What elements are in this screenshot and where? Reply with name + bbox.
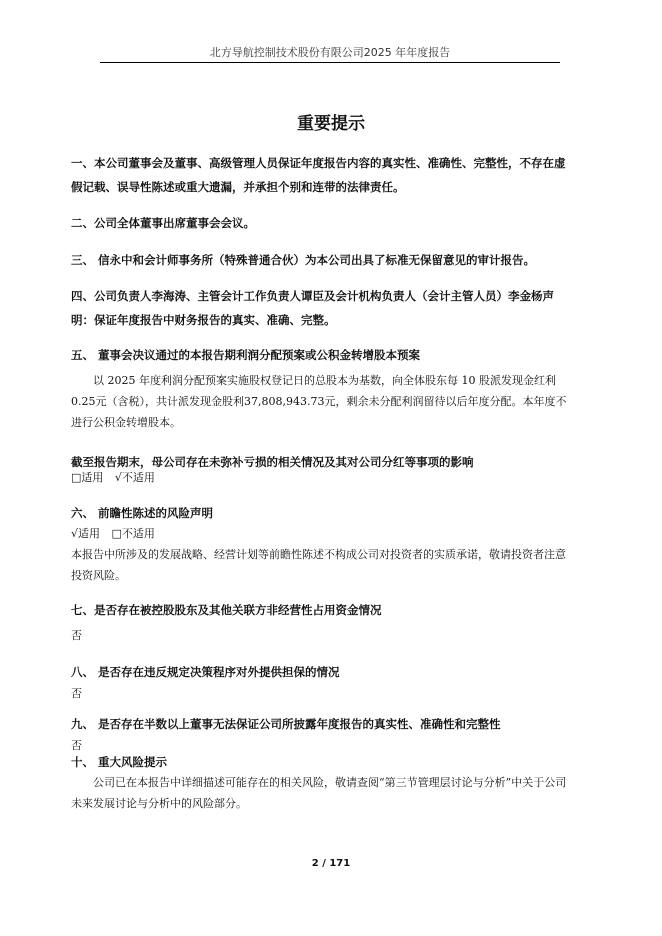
section-6-options xyxy=(71,523,571,544)
section-5-title: 五、 董事会决议通过的本报告期利润分配预案或公积金转增股本预案 xyxy=(71,348,420,362)
section-6-body: 本报告中所涉及的发展战略、经营计划等前瞻性陈述不构成公司对投资者的实质承诺，敬请投资者注意投资风险。 xyxy=(71,548,566,582)
section-7-title: 七、是否存在被控股股东及其他关联方非经营性占用资金情况 xyxy=(71,603,382,617)
section-6-option-applicable: √适用 xyxy=(71,527,101,540)
section-5-body: 以 2025 年度利润分配预案实施股权登记日的总股本为基数，向全体股东每 10 股派发现金红利 0.25元（含税），共计派发现金股利37,808,943.73元，剩余未分配利润留待以后年度分配。本年度不进行公积金转增股本。 xyxy=(71,374,567,429)
page-title: 重要提示 xyxy=(297,114,365,134)
section-10-body: 公司已在本报告中详细描述可能存在的相关风险，敬请查阅“第三节管理层讨论与分析”中关于公司未来发展讨论与分析中的风险部分。 xyxy=(71,776,567,810)
loss-option-applicable: □适用 xyxy=(71,471,104,484)
section-8-answer: 否 xyxy=(71,687,82,700)
loss-options xyxy=(71,467,571,488)
section-6-title: 六、 前瞻性陈述的风险声明 xyxy=(71,506,214,520)
section-10-title: 十、 重大风险提示 xyxy=(71,755,168,769)
running-header: 北方导航控制技术股份有限公司2025 年年度报告 xyxy=(209,46,451,59)
header-rule xyxy=(100,62,560,63)
section-9-title: 九、 是否存在半数以上董事无法保证公司所披露年度报告的真实性、准确性和完整性 xyxy=(71,717,501,731)
section-2: 二、公司全体董事出席董事会会议。 xyxy=(71,216,255,230)
loss-option-not-applicable: √不适用 xyxy=(114,471,155,484)
section-9-answer: 否 xyxy=(71,739,82,752)
section-1: 一、本公司董事会及董事、高级管理人员保证年度报告内容的真实性、准确性、完整性，不存在虚假记载、误导性陈述或重大遗漏，并承担个别和连带的法律责任。 xyxy=(71,156,566,194)
section-8-title: 八、 是否存在违反规定决策程序对外提供担保的情况 xyxy=(71,665,340,679)
section-4: 四、公司负责人李海涛、主管会计工作负责人谭臣及会计机构负责人（会计主管人员）李金杨声明：保证年度报告中财务报告的真实、准确、完整。 xyxy=(71,289,554,327)
section-7-answer: 否 xyxy=(71,629,82,642)
loss-title: 截至报告期末，母公司存在未弥补亏损的相关情况及其对公司分红等事项的影响 xyxy=(71,455,474,469)
section-6-option-not-applicable: □不适用 xyxy=(111,527,155,540)
section-3: 三、 信永中和会计师事务所（特殊普通合伙）为本公司出具了标准无保留意见的审计报告。 xyxy=(71,253,535,267)
page-number: 2 / 171 xyxy=(311,858,351,869)
